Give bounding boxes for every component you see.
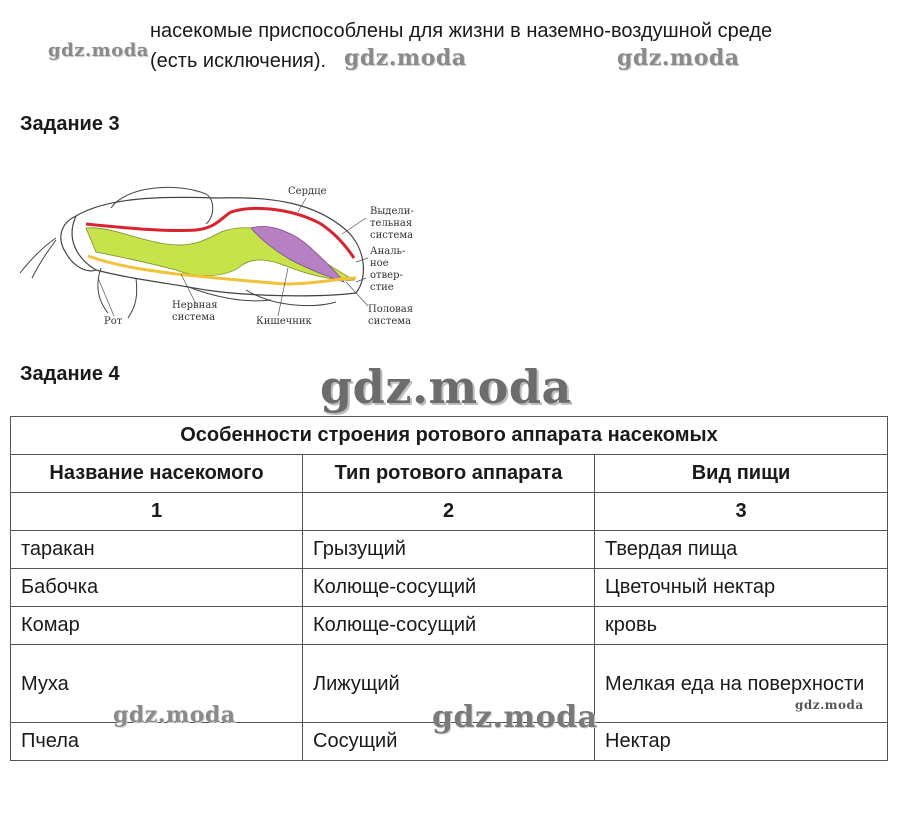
cell-insect: таракан [11, 531, 303, 569]
label-anal-4: стие [370, 282, 394, 293]
task-4-heading: Задание 4 [20, 363, 120, 385]
cell-mouth-type: Колюще-сосущий [303, 607, 595, 645]
cell-mouth-type: Грызущий [303, 531, 595, 569]
task-3-heading: Задание 3 [20, 113, 120, 135]
label-excretory-2: тельная [370, 218, 413, 229]
cell-mouth-type: Колюще-сосущий [303, 569, 595, 607]
label-repro-2: система [368, 316, 412, 327]
cell-food: кровь [595, 607, 888, 645]
table-row [11, 531, 888, 569]
column-number: 3 [595, 493, 888, 531]
label-repro-1: Половая [368, 304, 414, 315]
label-excretory-1: Выдели- [370, 206, 414, 217]
label-gut: Кишечник [256, 316, 312, 327]
watermark: gdz.moda [113, 702, 236, 728]
table-header-row [11, 455, 888, 493]
intro-line-2: (есть исключения). [150, 50, 327, 72]
table-title: Особенности строения ротового аппарата насекомых [11, 417, 888, 455]
header-food-type: Вид пищи [595, 455, 888, 493]
column-number: 1 [11, 493, 303, 531]
header-insect-name: Название насекомого [11, 455, 303, 493]
watermark: gdz.moda [795, 698, 864, 712]
cell-insect: Пчела [11, 723, 303, 761]
cell-insect: Муха [11, 645, 303, 723]
table-number-row [11, 493, 888, 531]
label-mouth: Рот [104, 316, 123, 327]
insect-wing-outline [111, 187, 213, 224]
table-row [11, 569, 888, 607]
insect-anatomy-diagram [16, 178, 428, 330]
cell-food: Нектар [595, 723, 888, 761]
label-excretory-3: система [370, 230, 414, 241]
cell-food: Твердая пища [595, 531, 888, 569]
table-row [11, 607, 888, 645]
insect-anatomy-svg [16, 178, 428, 330]
watermark: gdz.moda [432, 700, 598, 735]
cell-insect: Комар [11, 607, 303, 645]
watermark: gdz.moda [320, 360, 572, 414]
column-number: 2 [303, 493, 595, 531]
label-anal-1: Аналь- [370, 246, 406, 257]
cell-mouth-type: Лижущий [303, 645, 595, 723]
label-anal-2: ное [370, 258, 389, 269]
watermark: gdz.moda [48, 40, 149, 61]
cell-insect: Бабочка [11, 569, 303, 607]
watermark: gdz.moda [617, 45, 740, 71]
label-nervous-1: Нервная [172, 300, 218, 311]
label-heart: Сердце [288, 186, 327, 197]
intro-line-1: насекомые приспособлены для жизни в наземно-воздушной среде [150, 20, 773, 42]
intro-text [150, 16, 870, 76]
cell-mouth-type: Сосущий [303, 723, 595, 761]
cell-food: Цветочный нектар [595, 569, 888, 607]
table-title-row [11, 417, 888, 455]
insect-antenna [20, 238, 56, 278]
label-anal-3: отвер- [370, 270, 403, 281]
header-mouth-type: Тип ротового аппарата [303, 455, 595, 493]
label-nervous-2: система [172, 312, 216, 323]
cell-food: Мелкая еда на поверхности [595, 645, 888, 723]
watermark: gdz.moda [344, 45, 467, 71]
